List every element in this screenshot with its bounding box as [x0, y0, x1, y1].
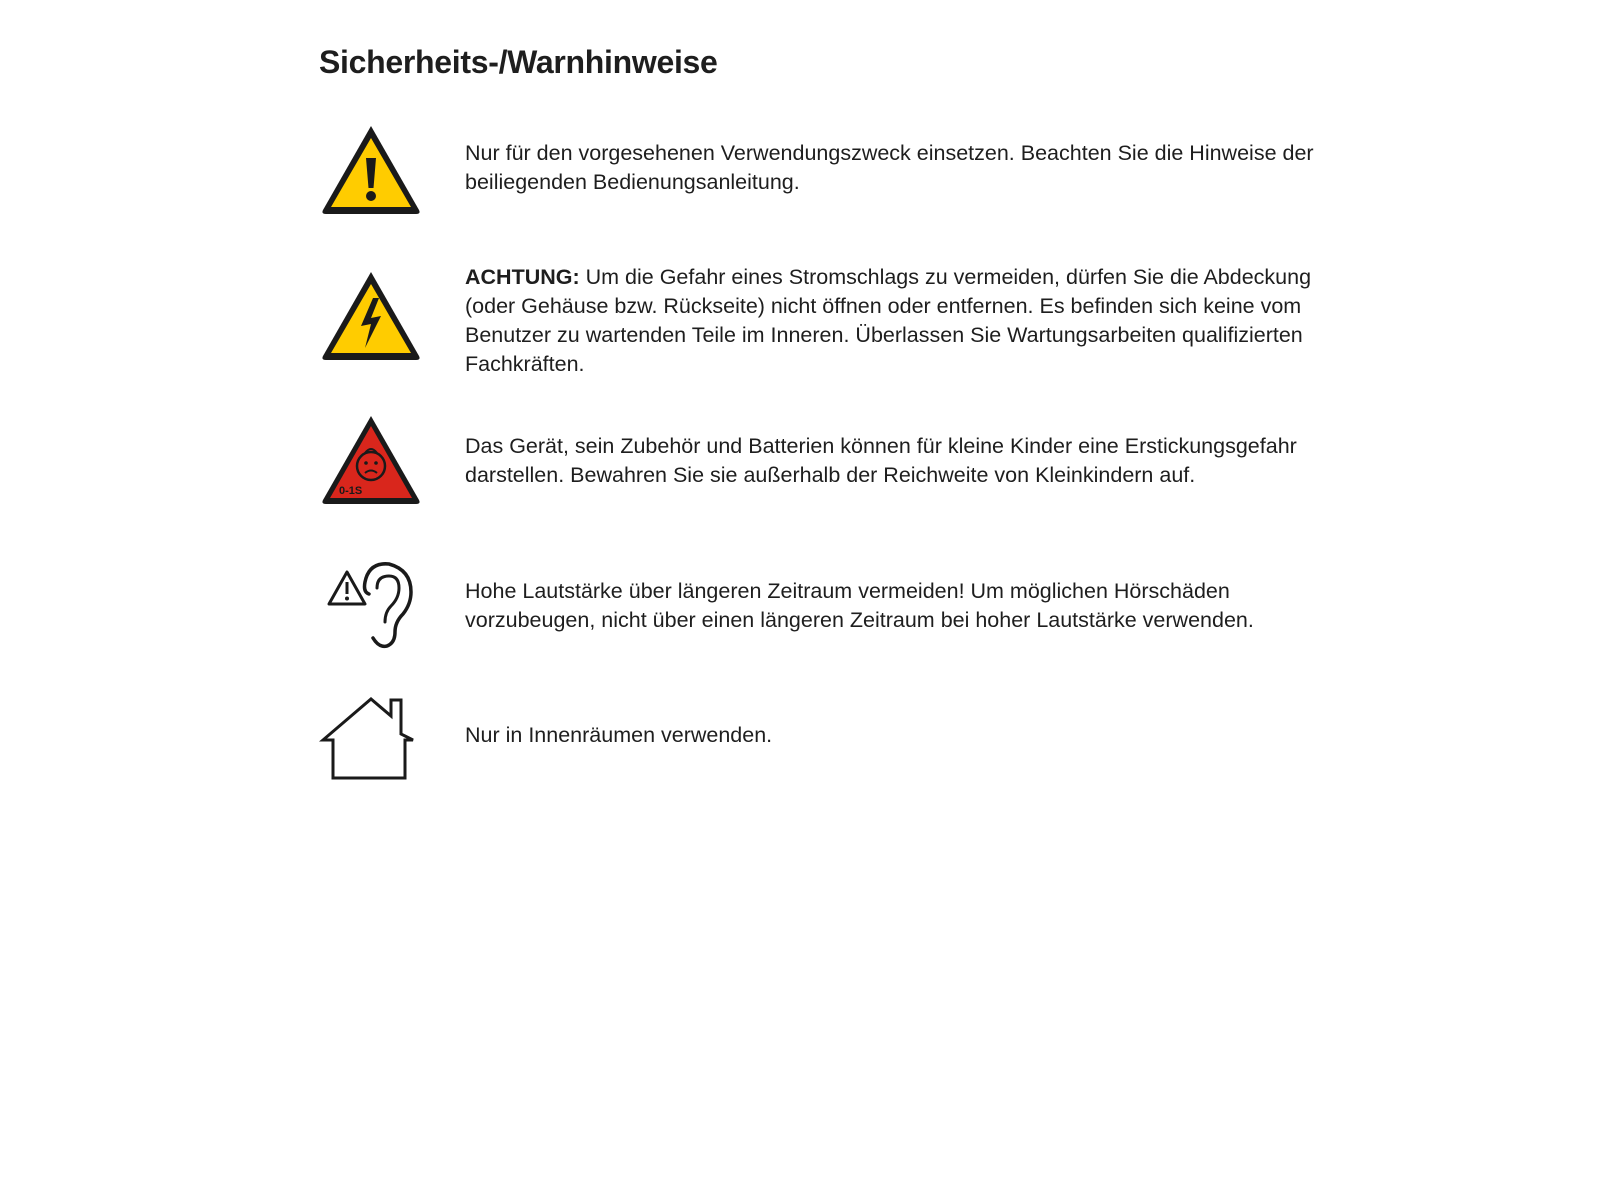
hearing-damage-icon — [319, 558, 423, 654]
warning-text — [465, 263, 1365, 379]
warning-item-indoor — [319, 694, 1379, 794]
page-title: Sicherheits-/Warnhinweise — [319, 44, 718, 80]
choking-hazard-icon — [319, 412, 423, 508]
choking-age-label: 0-1S — [339, 485, 363, 497]
warning-item-hearing — [319, 558, 1379, 658]
warning-item-electric — [319, 265, 1379, 388]
general-warning-icon — [319, 122, 423, 218]
warning-text: Nur für den vorgesehenen Verwendungszweck einsetzen. Beachten Sie die Hinweise der beiliegenden Bedienungsanleitung. — [465, 141, 1314, 194]
electric-shock-warning-icon — [319, 268, 423, 364]
warning-text: Nur in Innenräumen verwenden. — [465, 723, 773, 747]
warning-text: Hohe Lautstärke über längeren Zeitraum vermeiden! Um möglichen Hörschäden vorzubeugen, nicht über einen längeren Zeitraum bei hoher Lautstärke verwenden. — [465, 579, 1254, 632]
warning-text: Das Gerät, sein Zubehör und Batterien können für kleine Kinder eine Erstickungsgefahr darstellen. Bewahren Sie sie außerhalb der Reichweite von Kleinkindern auf. — [465, 434, 1297, 487]
warning-body: Um die Gefahr eines Stromschlags zu vermeiden, dürfen Sie die Abdeckung (oder Gehäuse bzw. Rückseite) nicht öffnen oder entfernen. Es befinden sich keine vom Benutzer zu wartenden Teile im Inneren. Überlassen Sie Wartungsarbeiten qualifizierten Fachkräften. — [465, 265, 1312, 376]
warning-prefix: ACHTUNG: — [465, 265, 580, 289]
indoor-use-house-icon — [319, 694, 423, 790]
warning-item-choking — [319, 412, 1379, 512]
warning-item-general — [319, 122, 1379, 222]
